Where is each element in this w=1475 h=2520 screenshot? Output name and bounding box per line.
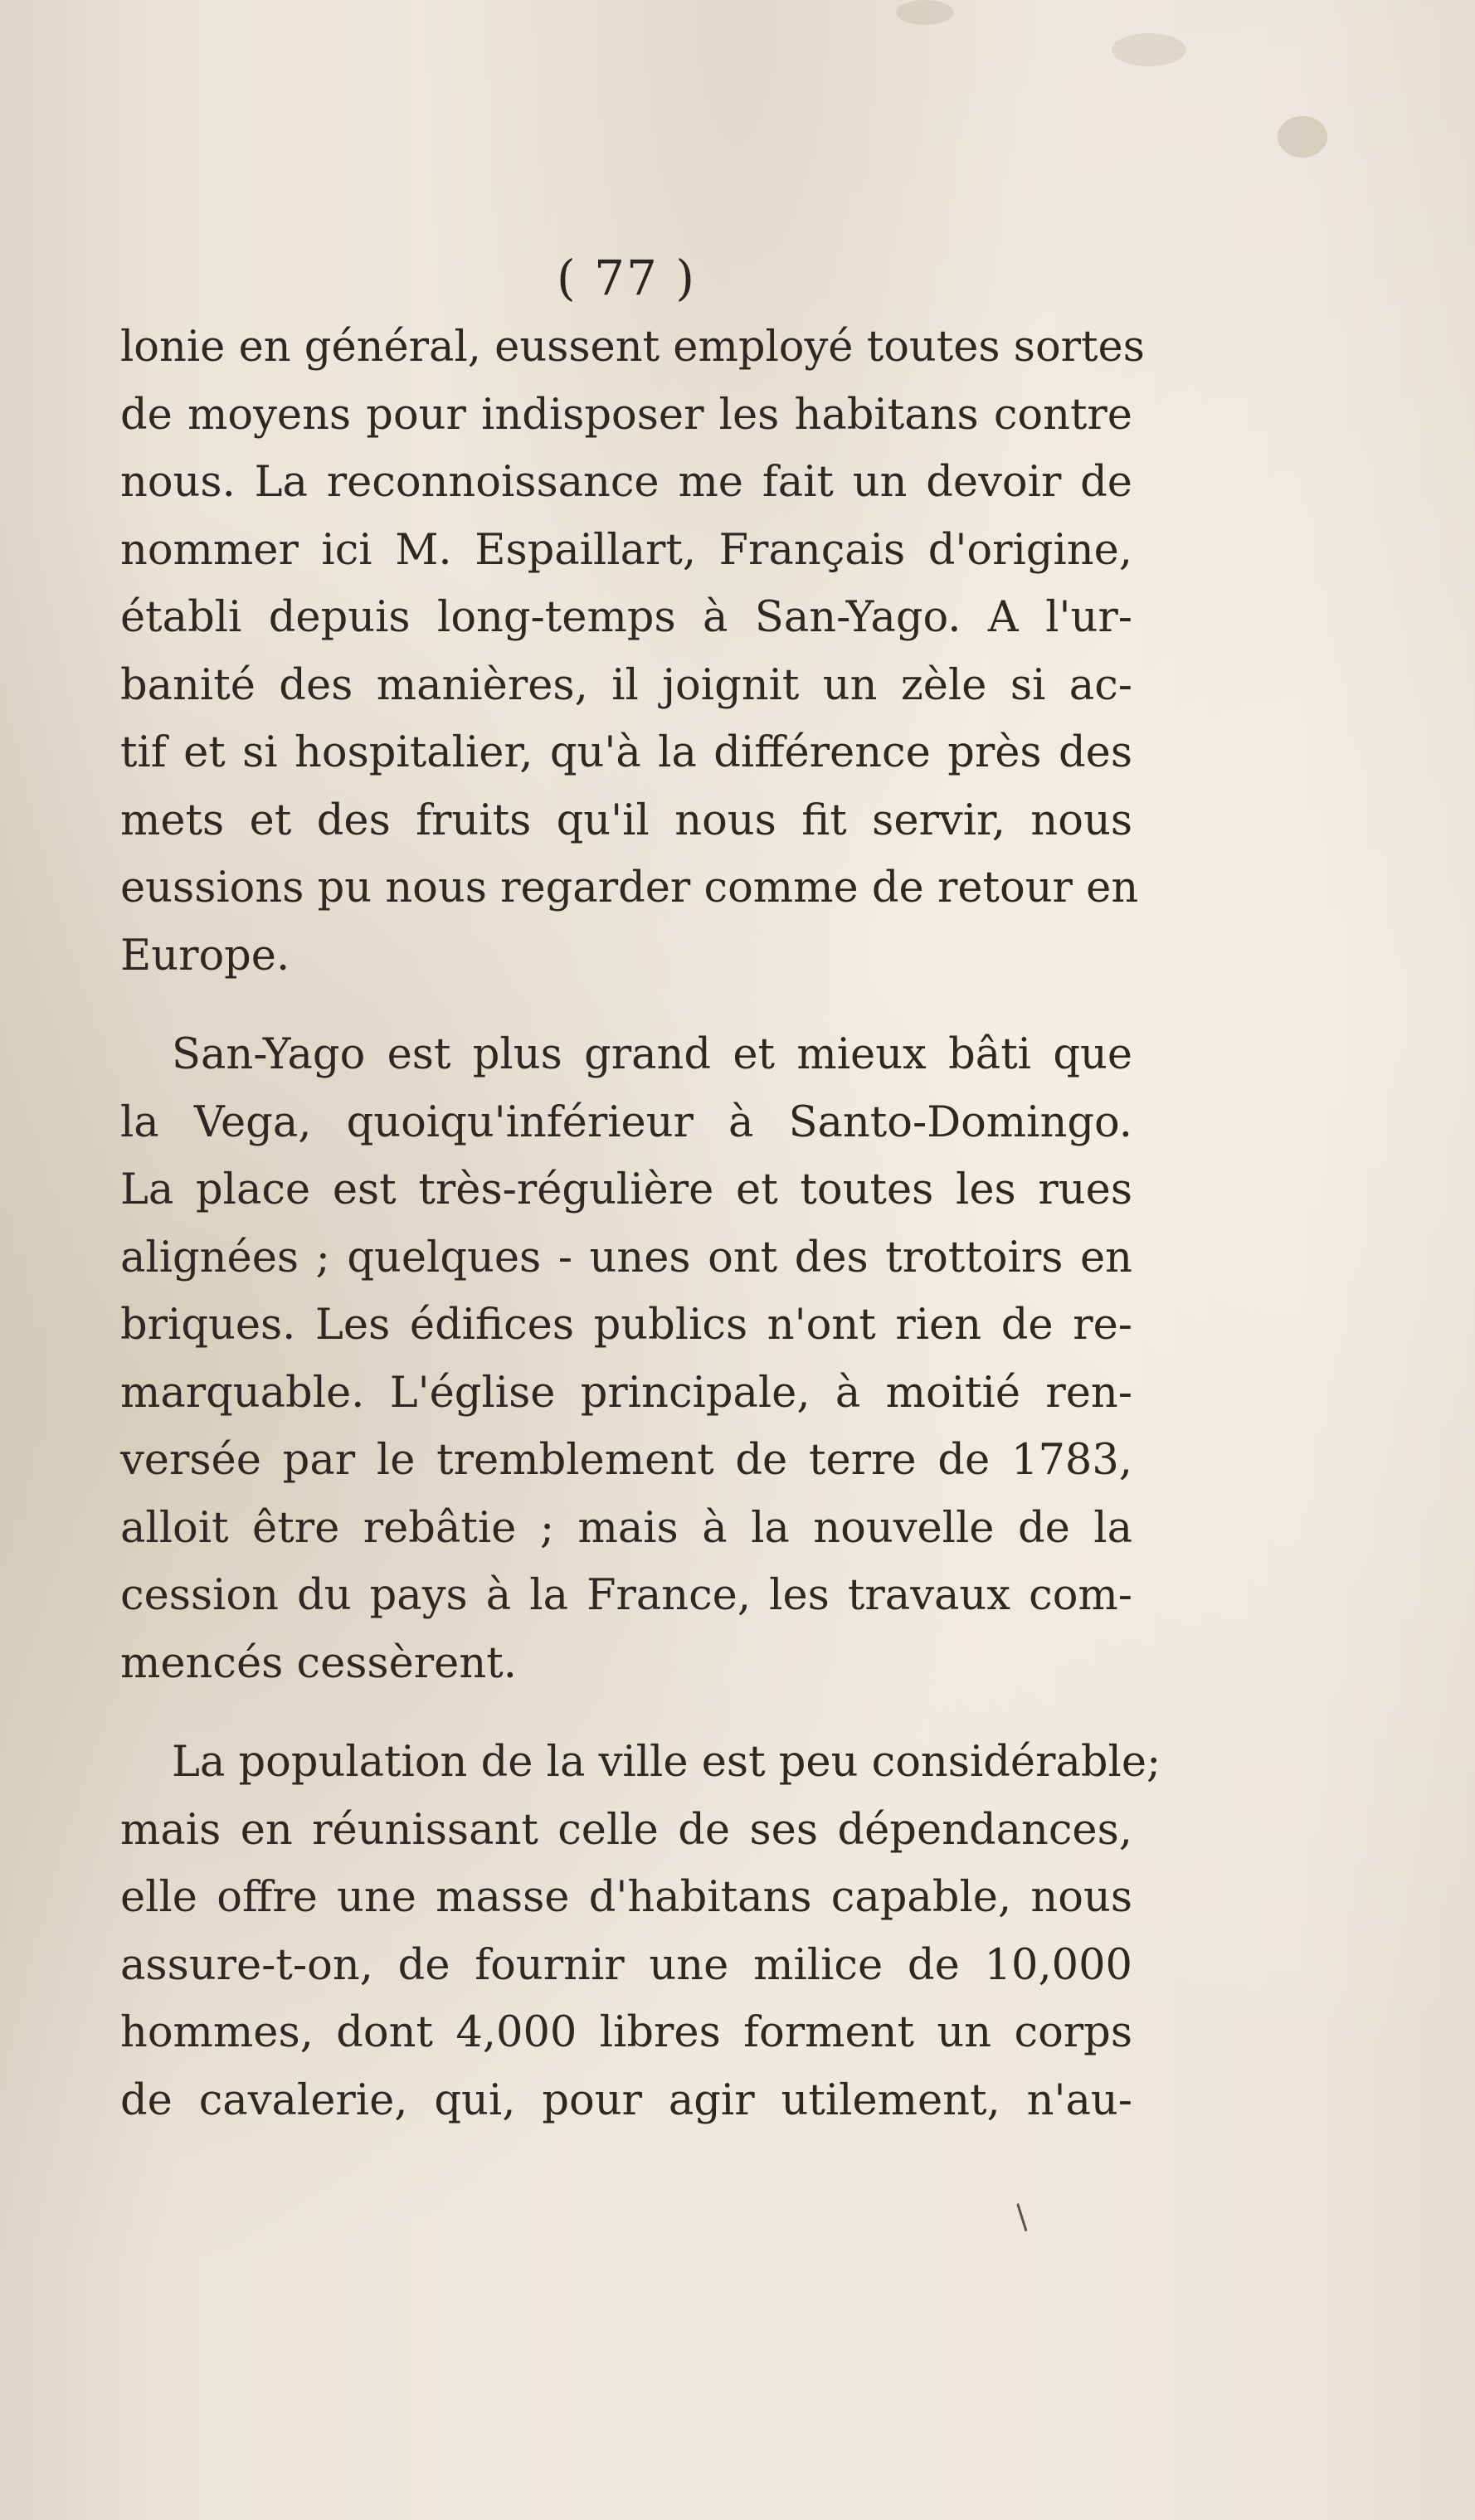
text-line: La place est très-régulière et toutes les rues (120, 1165, 1132, 1214)
text-line: nommer ici M. Espaillart, Français d'origine, (120, 525, 1132, 575)
paragraph-1 (120, 314, 1145, 990)
text-line: marquable. L'église principale, à moitié ren- (120, 1368, 1132, 1418)
paper-stain (896, 0, 954, 25)
text-line: établi depuis long-temps à San-Yago. A l'ur- (120, 593, 1132, 642)
text-line: de cavalerie, qui, pour agir utilement, n'au- (120, 2075, 1132, 2125)
text-line: cession du pays à la France, les travaux com- (120, 1571, 1132, 1620)
text-line: lonie en général, eussent employé toutes sortes (120, 323, 1145, 372)
text-line: alloit être rebâtie ; mais à la nouvelle de la (120, 1503, 1132, 1553)
text-line: tif et si hospitalier, qu'à la différence près des (120, 728, 1132, 777)
paragraph-3 (120, 1729, 1161, 2134)
text-line: elle offre une masse d'habitans capable, nous (120, 1873, 1132, 1922)
text-line: versée par le tremblement de terre de 1783, (120, 1436, 1132, 1485)
text-line: alignées ; quelques - unes ont des trottoirs en (120, 1233, 1132, 1282)
pencil-mark: / (1006, 2198, 1038, 2236)
text-line: banité des manières, il joignit un zèle si ac- (120, 660, 1132, 710)
paper-stain (1278, 116, 1327, 158)
text-line: nous. La reconnoissance me fait un devoir de (120, 458, 1132, 507)
text-line: assure-t-on, de fournir une milice de 10,000 (120, 1940, 1132, 1990)
text-line: hommes, dont 4,000 libres forment un corps (120, 2008, 1132, 2057)
paragraph-2 (120, 1021, 1132, 1697)
page-number: ( 77 ) (557, 250, 696, 306)
text-line: San-Yago est plus grand et mieux bâti que (172, 1030, 1132, 1079)
text-line: mais en réunissant celle de ses dépendances, (120, 1805, 1132, 1855)
paper-stain (1112, 33, 1186, 66)
text-line: mencés cessèrent. (120, 1638, 517, 1688)
text-line: de moyens pour indisposer les habitans contre (120, 390, 1132, 440)
text-line: eussions pu nous regarder comme de retour en (120, 864, 1139, 912)
text-line: briques. Les édifices publics n'ont rien de re- (120, 1301, 1132, 1350)
text-line: La population de la ville est peu considérable; (172, 1738, 1161, 1787)
text-line: Europe. (120, 931, 290, 980)
text-line: mets et des fruits qu'il nous fit servir, nous (120, 795, 1132, 845)
text-line: la Vega, quoiqu'inférieur à Santo-Domingo. (120, 1097, 1132, 1147)
text-block (120, 249, 1161, 2134)
